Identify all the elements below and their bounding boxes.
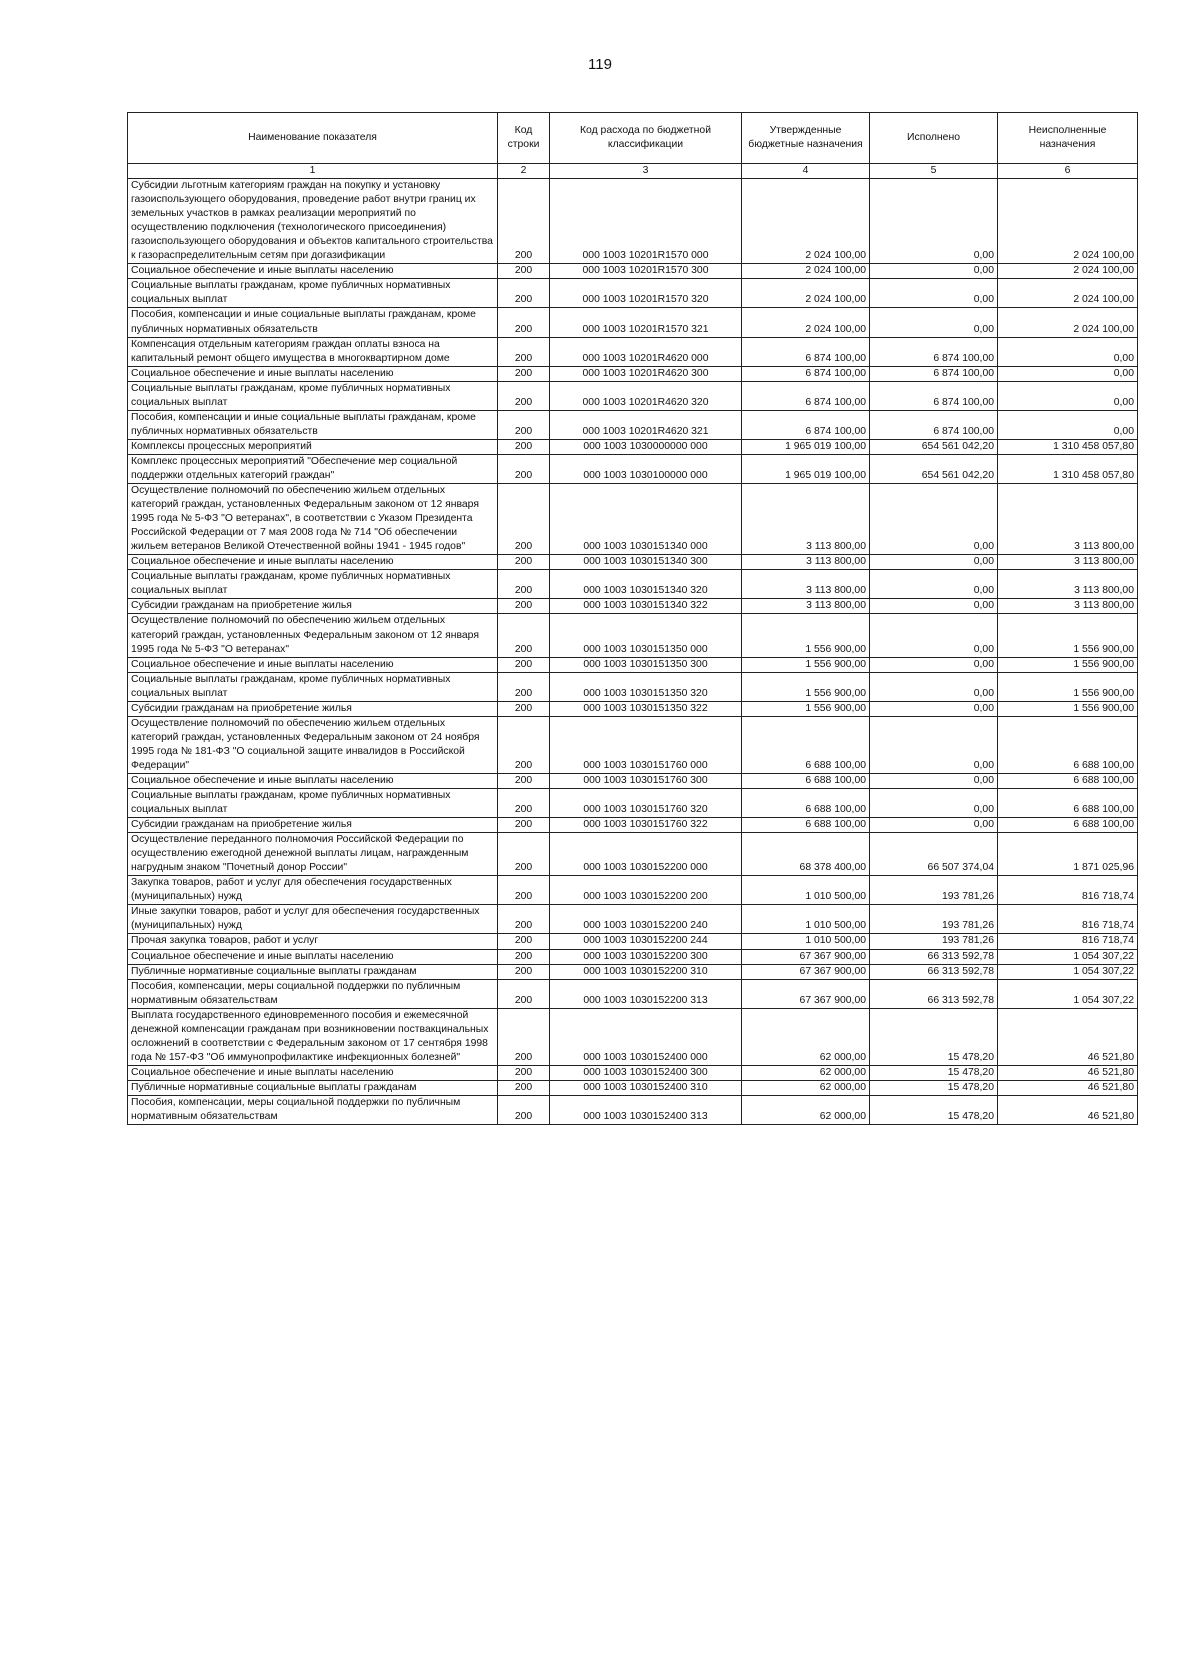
row-budget-code: 000 1003 10201R1570 321 [550,308,742,337]
row-name: Социальное обеспечение и иные выплаты населению [128,949,498,964]
row-line-code: 200 [498,599,550,614]
row-unexecuted: 1 054 307,22 [998,964,1138,979]
table-row [128,1096,1138,1125]
row-executed: 0,00 [870,570,998,599]
row-line-code: 200 [498,279,550,308]
row-budget-code: 000 1003 1030151340 300 [550,555,742,570]
row-budget-code: 000 1003 1030152200 240 [550,905,742,934]
row-budget-code: 000 1003 1030152200 200 [550,876,742,905]
table-row [128,905,1138,934]
row-line-code: 200 [498,964,550,979]
row-name: Субсидии гражданам на приобретение жилья [128,599,498,614]
row-unexecuted: 3 113 800,00 [998,570,1138,599]
row-line-code: 200 [498,439,550,454]
row-name: Социальные выплаты гражданам, кроме публичных нормативных социальных выплат [128,381,498,410]
column-number: 1 [128,164,498,179]
row-executed: 654 561 042,20 [870,439,998,454]
row-budget-code: 000 1003 1030152400 310 [550,1080,742,1095]
row-line-code: 200 [498,716,550,773]
row-unexecuted: 6 688 100,00 [998,716,1138,773]
row-unexecuted: 46 521,80 [998,1065,1138,1080]
row-executed: 15 478,20 [870,1008,998,1065]
row-name: Комплекс процессных мероприятий "Обеспечение мер социальной поддержки отдельных категорий граждан" [128,454,498,483]
row-line-code: 200 [498,1008,550,1065]
row-approved: 2 024 100,00 [742,308,870,337]
row-line-code: 200 [498,934,550,949]
row-line-code: 200 [498,789,550,818]
table-row [128,484,1138,555]
row-approved: 1 010 500,00 [742,876,870,905]
row-line-code: 200 [498,337,550,366]
row-budget-code: 000 1003 1030151760 300 [550,773,742,788]
table-row [128,337,1138,366]
row-name: Социальное обеспечение и иные выплаты населению [128,366,498,381]
table-row [128,179,1138,264]
row-approved: 6 688 100,00 [742,818,870,833]
table-row [128,833,1138,876]
row-executed: 6 874 100,00 [870,410,998,439]
row-approved: 2 024 100,00 [742,179,870,264]
table-row [128,1008,1138,1065]
row-name: Пособия, компенсации и иные социальные выплаты гражданам, кроме публичных нормативных обязательств [128,308,498,337]
row-executed: 66 507 374,04 [870,833,998,876]
row-executed: 193 781,26 [870,876,998,905]
row-executed: 0,00 [870,599,998,614]
row-name: Социальное обеспечение и иные выплаты населению [128,657,498,672]
row-unexecuted: 46 521,80 [998,1096,1138,1125]
row-budget-code: 000 1003 1030151350 322 [550,701,742,716]
row-approved: 3 113 800,00 [742,570,870,599]
row-executed: 0,00 [870,484,998,555]
table-row [128,614,1138,657]
row-executed: 66 313 592,78 [870,964,998,979]
row-approved: 3 113 800,00 [742,555,870,570]
row-unexecuted: 816 718,74 [998,934,1138,949]
row-name: Субсидии гражданам на приобретение жилья [128,701,498,716]
row-executed: 0,00 [870,701,998,716]
row-name: Социальные выплаты гражданам, кроме публичных нормативных социальных выплат [128,279,498,308]
table-row [128,454,1138,483]
budget-report-table [127,112,1138,1125]
header-budget-code: Код расхода по бюджетной классификации [550,113,742,164]
row-approved: 1 010 500,00 [742,905,870,934]
row-executed: 0,00 [870,179,998,264]
row-name: Социальные выплаты гражданам, кроме публичных нормативных социальных выплат [128,570,498,599]
table-row [128,934,1138,949]
table-row [128,964,1138,979]
row-executed: 0,00 [870,555,998,570]
row-budget-code: 000 1003 1030151350 300 [550,657,742,672]
row-name: Осуществление полномочий по обеспечению жильем отдельных категорий граждан, установленных Федеральным законом от 12 января 1995 года № 5-ФЗ "О ветеранах", в соответствии с Указом Президента Российской Федерации от 7 мая 2008 года № 714 "Об обеспечении жильем ветеранов Великой Отечественной войны 1941 - 1945 годов" [128,484,498,555]
row-line-code: 200 [498,672,550,701]
row-executed: 193 781,26 [870,934,998,949]
row-budget-code: 000 1003 1030152200 310 [550,964,742,979]
row-name: Комплексы процессных мероприятий [128,439,498,454]
row-name: Закупка товаров, работ и услуг для обеспечения государственных (муниципальных) нужд [128,876,498,905]
row-name: Социальное обеспечение и иные выплаты населению [128,555,498,570]
row-executed: 6 874 100,00 [870,381,998,410]
row-budget-code: 000 1003 1030151760 000 [550,716,742,773]
row-line-code: 200 [498,555,550,570]
row-unexecuted: 1 310 458 057,80 [998,454,1138,483]
row-unexecuted: 46 521,80 [998,1008,1138,1065]
row-unexecuted: 1 556 900,00 [998,672,1138,701]
row-approved: 62 000,00 [742,1008,870,1065]
row-line-code: 200 [498,484,550,555]
table-row [128,279,1138,308]
row-unexecuted: 0,00 [998,381,1138,410]
row-line-code: 200 [498,381,550,410]
row-unexecuted: 2 024 100,00 [998,179,1138,264]
row-line-code: 200 [498,1080,550,1095]
column-number: 4 [742,164,870,179]
row-approved: 6 874 100,00 [742,337,870,366]
row-approved: 1 556 900,00 [742,701,870,716]
row-unexecuted: 1 054 307,22 [998,949,1138,964]
row-name: Социальные выплаты гражданам, кроме публичных нормативных социальных выплат [128,789,498,818]
row-unexecuted: 1 556 900,00 [998,657,1138,672]
row-line-code: 200 [498,570,550,599]
table-row [128,264,1138,279]
column-number: 2 [498,164,550,179]
table-row [128,701,1138,716]
row-approved: 67 367 900,00 [742,964,870,979]
row-unexecuted: 3 113 800,00 [998,484,1138,555]
row-line-code: 200 [498,876,550,905]
table-body [128,179,1138,1125]
row-budget-code: 000 1003 10201R4620 300 [550,366,742,381]
row-approved: 62 000,00 [742,1065,870,1080]
table-row [128,657,1138,672]
row-budget-code: 000 1003 1030152200 300 [550,949,742,964]
table-row [128,789,1138,818]
row-executed: 15 478,20 [870,1065,998,1080]
row-budget-code: 000 1003 1030152200 000 [550,833,742,876]
row-line-code: 200 [498,454,550,483]
table-row [128,1080,1138,1095]
row-executed: 66 313 592,78 [870,979,998,1008]
row-executed: 0,00 [870,264,998,279]
row-unexecuted: 3 113 800,00 [998,555,1138,570]
table-row [128,366,1138,381]
column-number: 5 [870,164,998,179]
row-budget-code: 000 1003 10201R4620 321 [550,410,742,439]
row-name: Субсидии гражданам на приобретение жилья [128,818,498,833]
row-unexecuted: 1 310 458 057,80 [998,439,1138,454]
row-name: Публичные нормативные социальные выплаты гражданам [128,1080,498,1095]
row-executed: 0,00 [870,672,998,701]
row-name: Выплата государственного единовременного пособия и ежемесячной денежной компенсации гражданам при возникновении поствакцинальных осложнений в соответствии с Федеральным законом от 17 сентября 1998 года № 157-ФЗ "Об иммунопрофилактике инфекционных болезней" [128,1008,498,1065]
table-row [128,773,1138,788]
page-number: 119 [588,56,612,73]
row-line-code: 200 [498,818,550,833]
row-unexecuted: 0,00 [998,410,1138,439]
row-unexecuted: 1 556 900,00 [998,701,1138,716]
row-budget-code: 000 1003 1030152400 313 [550,1096,742,1125]
row-name: Компенсация отдельным категориям граждан оплаты взноса на капитальный ремонт общего имущества в многоквартирном доме [128,337,498,366]
row-approved: 2 024 100,00 [742,279,870,308]
table-row [128,672,1138,701]
table-row [128,410,1138,439]
table-row [128,381,1138,410]
row-approved: 2 024 100,00 [742,264,870,279]
row-line-code: 200 [498,264,550,279]
row-unexecuted: 816 718,74 [998,876,1138,905]
row-executed: 0,00 [870,657,998,672]
row-executed: 0,00 [870,716,998,773]
row-approved: 1 965 019 100,00 [742,439,870,454]
row-name: Социальное обеспечение и иные выплаты населению [128,1065,498,1080]
row-unexecuted: 816 718,74 [998,905,1138,934]
row-budget-code: 000 1003 10201R1570 000 [550,179,742,264]
row-unexecuted: 1 054 307,22 [998,979,1138,1008]
row-approved: 1 010 500,00 [742,934,870,949]
row-approved: 6 688 100,00 [742,773,870,788]
row-unexecuted: 2 024 100,00 [998,279,1138,308]
row-unexecuted: 0,00 [998,366,1138,381]
row-line-code: 200 [498,833,550,876]
row-line-code: 200 [498,949,550,964]
column-number: 3 [550,164,742,179]
row-unexecuted: 46 521,80 [998,1080,1138,1095]
table-row [128,949,1138,964]
row-name: Социальное обеспечение и иные выплаты населению [128,773,498,788]
row-name: Пособия, компенсации, меры социальной поддержки по публичным нормативным обязательствам [128,979,498,1008]
row-approved: 62 000,00 [742,1096,870,1125]
row-name: Иные закупки товаров, работ и услуг для обеспечения государственных (муниципальных) нужд [128,905,498,934]
row-approved: 1 556 900,00 [742,672,870,701]
row-executed: 0,00 [870,789,998,818]
row-executed: 0,00 [870,818,998,833]
table-row [128,439,1138,454]
row-budget-code: 000 1003 1030151350 320 [550,672,742,701]
column-number: 6 [998,164,1138,179]
row-executed: 0,00 [870,308,998,337]
table-row [128,308,1138,337]
row-line-code: 200 [498,410,550,439]
row-executed: 0,00 [870,773,998,788]
table-row [128,570,1138,599]
row-unexecuted: 0,00 [998,337,1138,366]
row-unexecuted: 1 871 025,96 [998,833,1138,876]
row-budget-code: 000 1003 1030151760 320 [550,789,742,818]
row-approved: 67 367 900,00 [742,949,870,964]
table-row [128,555,1138,570]
row-executed: 15 478,20 [870,1080,998,1095]
table-header-row [128,113,1138,164]
row-budget-code: 000 1003 1030152400 000 [550,1008,742,1065]
row-budget-code: 000 1003 10201R4620 000 [550,337,742,366]
row-approved: 67 367 900,00 [742,979,870,1008]
row-budget-code: 000 1003 10201R4620 320 [550,381,742,410]
header-approved: Утвержденные бюджетные назначения [742,113,870,164]
row-approved: 6 874 100,00 [742,366,870,381]
row-executed: 0,00 [870,279,998,308]
header-line-code: Код строки [498,113,550,164]
row-unexecuted: 6 688 100,00 [998,773,1138,788]
header-name: Наименование показателя [128,113,498,164]
row-name: Пособия, компенсации, меры социальной поддержки по публичным нормативным обязательствам [128,1096,498,1125]
row-budget-code: 000 1003 1030151340 000 [550,484,742,555]
row-line-code: 200 [498,773,550,788]
row-approved: 6 688 100,00 [742,716,870,773]
row-unexecuted: 6 688 100,00 [998,818,1138,833]
row-line-code: 200 [498,979,550,1008]
table-row [128,1065,1138,1080]
row-line-code: 200 [498,179,550,264]
row-budget-code: 000 1003 1030151760 322 [550,818,742,833]
row-budget-code: 000 1003 1030151340 322 [550,599,742,614]
row-line-code: 200 [498,308,550,337]
row-unexecuted: 6 688 100,00 [998,789,1138,818]
table-row [128,818,1138,833]
row-budget-code: 000 1003 1030152200 313 [550,979,742,1008]
row-budget-code: 000 1003 10201R1570 320 [550,279,742,308]
table-row [128,716,1138,773]
row-executed: 66 313 592,78 [870,949,998,964]
column-number-row [128,164,1138,179]
table-row [128,979,1138,1008]
row-approved: 1 965 019 100,00 [742,454,870,483]
row-approved: 6 688 100,00 [742,789,870,818]
row-name: Осуществление полномочий по обеспечению жильем отдельных категорий граждан, установленных Федеральным законом от 12 января 1995 года № 5-ФЗ "О ветеранах" [128,614,498,657]
row-approved: 3 113 800,00 [742,484,870,555]
row-name: Социальное обеспечение и иные выплаты населению [128,264,498,279]
row-executed: 6 874 100,00 [870,366,998,381]
row-name: Социальные выплаты гражданам, кроме публичных нормативных социальных выплат [128,672,498,701]
row-executed: 15 478,20 [870,1096,998,1125]
table-row [128,876,1138,905]
row-budget-code: 000 1003 1030151340 320 [550,570,742,599]
row-executed: 0,00 [870,614,998,657]
row-budget-code: 000 1003 1030152400 300 [550,1065,742,1080]
row-name: Пособия, компенсации и иные социальные выплаты гражданам, кроме публичных нормативных обязательств [128,410,498,439]
row-approved: 68 378 400,00 [742,833,870,876]
row-unexecuted: 1 556 900,00 [998,614,1138,657]
row-name: Субсидии льготным категориям граждан на покупку и установку газоиспользующего оборудования, проведение работ внутри границ их земельных участков в рамках реализации мероприятий по осуществлению подключения (технологического присоединения) газоиспользующего оборудования и объектов капитального строительства к газораспределительным сетям при догазификации [128,179,498,264]
row-name: Публичные нормативные социальные выплаты гражданам [128,964,498,979]
row-budget-code: 000 1003 1030151350 000 [550,614,742,657]
row-unexecuted: 2 024 100,00 [998,308,1138,337]
row-budget-code: 000 1003 1030000000 000 [550,439,742,454]
row-line-code: 200 [498,1096,550,1125]
header-unexecuted: Неисполненные назначения [998,113,1138,164]
row-line-code: 200 [498,905,550,934]
table-row [128,599,1138,614]
row-budget-code: 000 1003 1030100000 000 [550,454,742,483]
row-unexecuted: 3 113 800,00 [998,599,1138,614]
row-approved: 1 556 900,00 [742,657,870,672]
row-line-code: 200 [498,366,550,381]
row-name: Осуществление переданного полномочия Российской Федерации по осуществлению ежегодной денежной выплаты лицам, награжденным нагрудным знаком "Почетный донор России" [128,833,498,876]
row-line-code: 200 [498,657,550,672]
row-executed: 193 781,26 [870,905,998,934]
row-executed: 6 874 100,00 [870,337,998,366]
row-approved: 6 874 100,00 [742,381,870,410]
row-approved: 3 113 800,00 [742,599,870,614]
row-approved: 1 556 900,00 [742,614,870,657]
row-line-code: 200 [498,1065,550,1080]
row-line-code: 200 [498,701,550,716]
row-name: Осуществление полномочий по обеспечению жильем отдельных категорий граждан, установленных Федеральным законом от 24 ноября 1995 года № 181-ФЗ "О социальной защите инвалидов в Российской Федерации" [128,716,498,773]
row-executed: 654 561 042,20 [870,454,998,483]
row-approved: 6 874 100,00 [742,410,870,439]
row-approved: 62 000,00 [742,1080,870,1095]
header-executed: Исполнено [870,113,998,164]
row-budget-code: 000 1003 10201R1570 300 [550,264,742,279]
row-line-code: 200 [498,614,550,657]
row-name: Прочая закупка товаров, работ и услуг [128,934,498,949]
row-unexecuted: 2 024 100,00 [998,264,1138,279]
row-budget-code: 000 1003 1030152200 244 [550,934,742,949]
